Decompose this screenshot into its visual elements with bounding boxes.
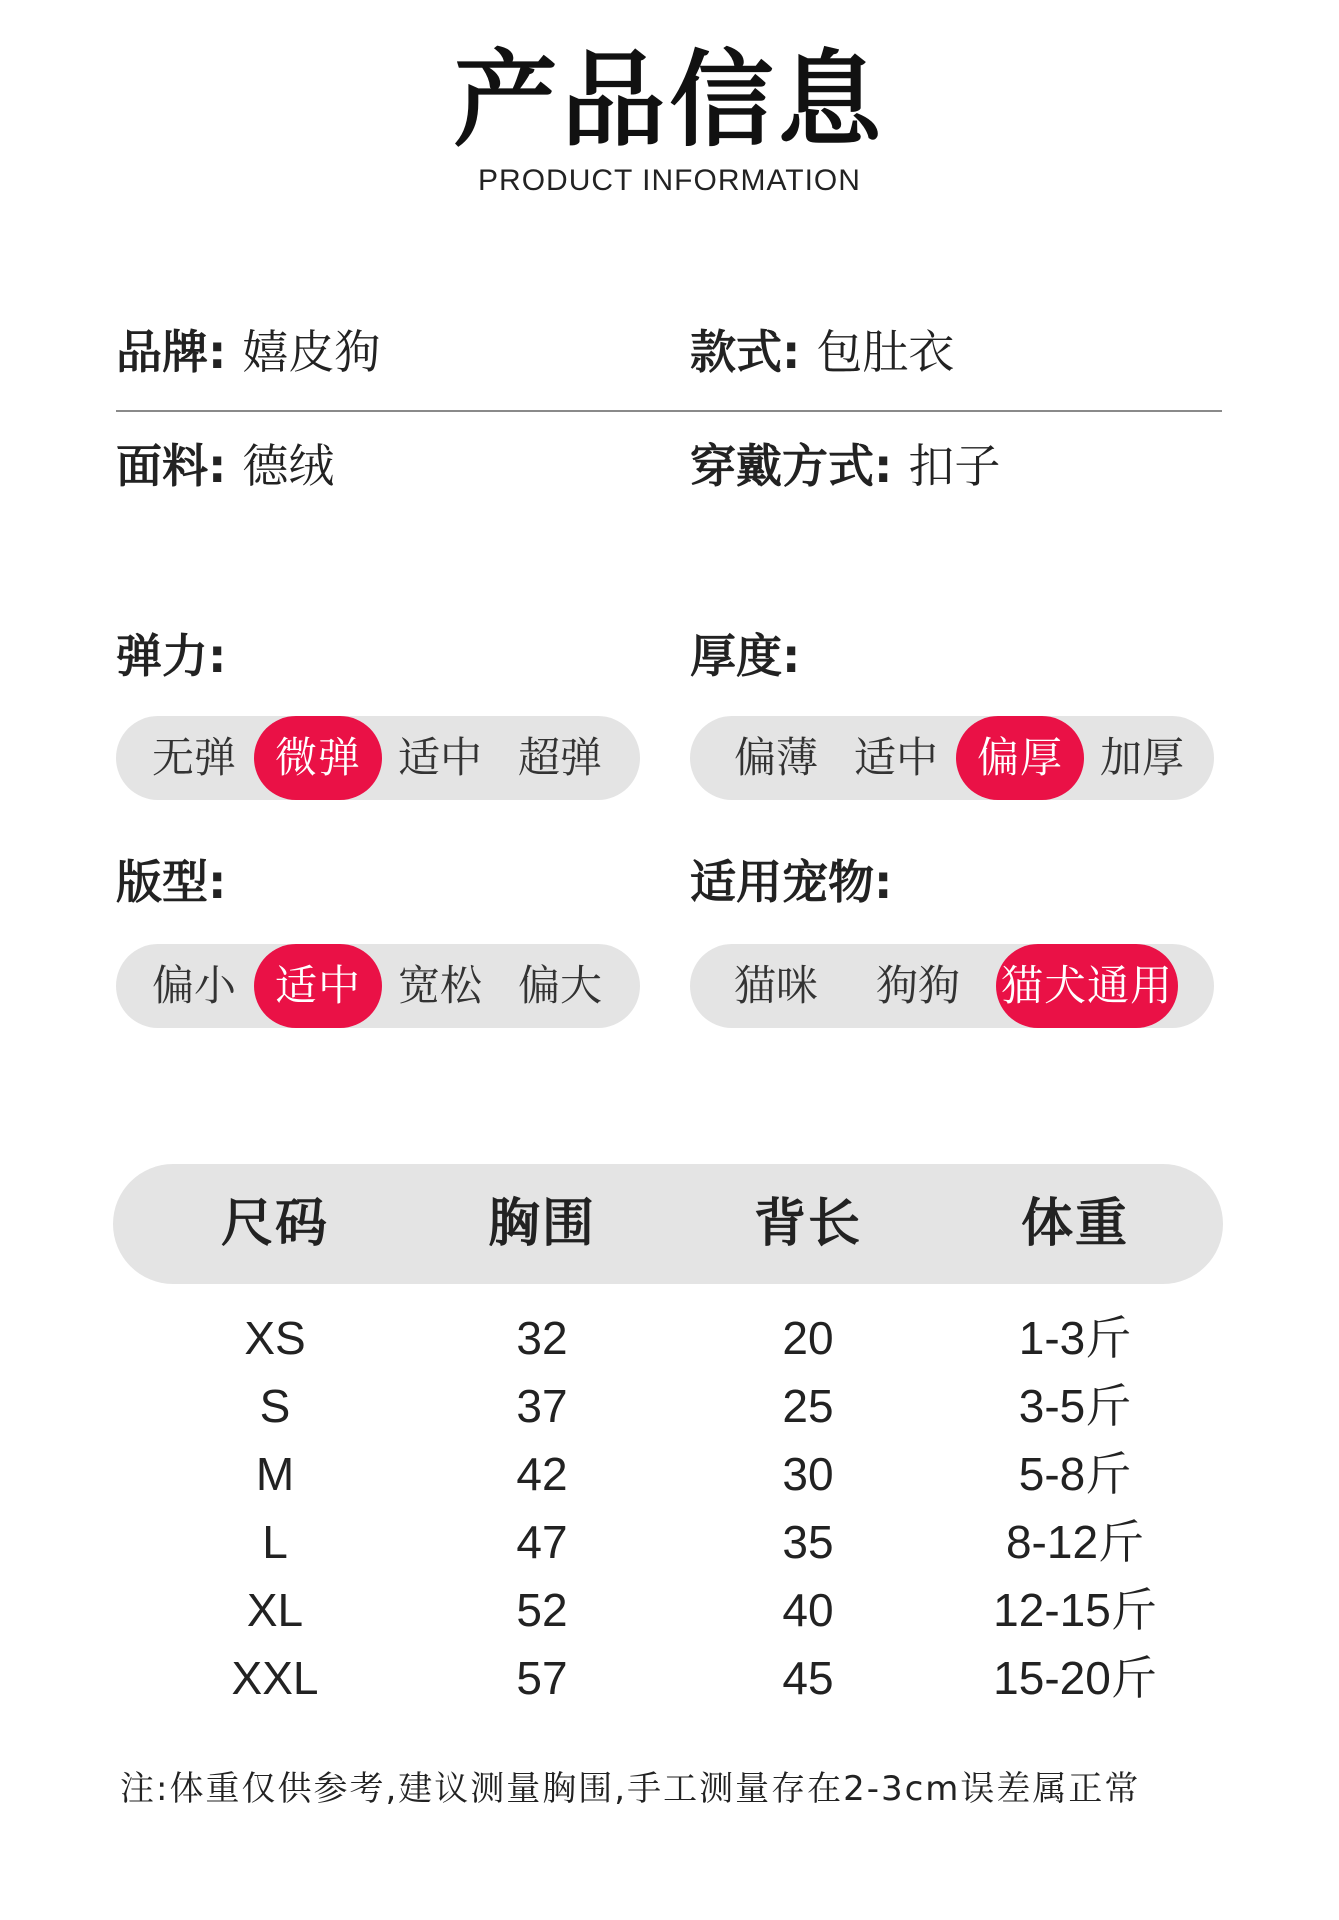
table-row [0,1440,1339,1508]
table-cell: 3-5斤 [1018,1380,1132,1432]
table-cell: 8-12斤 [1005,1516,1145,1568]
elasticity-selector [116,716,640,800]
table-cell: 25 [782,1380,834,1432]
table-cell: 30 [782,1448,834,1500]
info-divider [116,410,1222,412]
table-cell: 40 [782,1584,834,1636]
table-cell: 37 [516,1380,568,1432]
fit-selector [116,944,640,1028]
table-cell: 47 [516,1516,568,1568]
table-cell: 20 [782,1312,834,1364]
table-row [0,1644,1339,1712]
elasticity-option[interactable]: 微弹 [254,716,382,800]
table-cell: 57 [516,1652,568,1704]
table-cell: 15-20斤 [993,1652,1157,1704]
table-cell: 42 [516,1448,568,1500]
fabric-info [116,436,334,496]
table-cell: 12-15斤 [993,1584,1157,1636]
size-table-header [113,1164,1223,1284]
fit-label: 版型: [116,855,227,909]
brand-label: 品牌: [116,325,227,379]
elasticity-label: 弹力: [116,629,227,683]
table-row [0,1576,1339,1644]
fit-option[interactable]: 适中 [254,944,382,1028]
thickness-label: 厚度: [690,629,801,683]
thickness-option[interactable]: 偏薄 [733,733,818,782]
table-cell: 35 [782,1516,834,1568]
pet-option[interactable]: 猫犬通用 [996,944,1178,1028]
table-row [0,1372,1339,1440]
pet-option[interactable]: 猫咪 [733,961,818,1010]
pet-label: 适用宠物: [690,855,893,909]
wear-info [690,436,1000,496]
elasticity-option[interactable]: 超弹 [517,733,602,782]
pet-option[interactable]: 狗狗 [875,961,960,1010]
fabric-value: 德绒 [242,439,335,493]
table-cell: L [262,1516,288,1568]
table-cell: 52 [516,1584,568,1636]
fit-option[interactable]: 偏大 [517,961,602,1010]
fit-option[interactable]: 偏小 [151,961,236,1010]
table-row [0,1508,1339,1576]
thickness-option[interactable]: 偏厚 [956,716,1084,800]
elasticity-option[interactable]: 适中 [397,733,482,782]
style-info [690,322,954,382]
table-cell: 5-8斤 [1018,1448,1132,1500]
wear-label: 穿戴方式: [690,439,893,493]
table-cell: 32 [516,1312,568,1364]
column-header-size: 尺码 [220,1194,329,1254]
table-cell: XL [246,1584,304,1636]
page-subtitle: PRODUCT INFORMATION [478,164,861,197]
table-cell: XXL [231,1652,319,1704]
fabric-label: 面料: [116,439,227,493]
table-cell: M [255,1448,295,1500]
thickness-option[interactable]: 加厚 [1099,733,1184,782]
brand-value: 嬉皮狗 [242,325,381,379]
table-row [0,1304,1339,1372]
fit-option[interactable]: 宽松 [397,961,482,1010]
thickness-selector [690,716,1214,800]
column-header-back-length: 背长 [753,1194,862,1254]
pet-selector [690,944,1214,1028]
style-label: 款式: [690,325,801,379]
thickness-option[interactable]: 适中 [853,733,938,782]
table-cell: 45 [782,1652,834,1704]
table-cell: 1-3斤 [1018,1312,1132,1364]
column-header-weight: 体重 [1020,1194,1129,1254]
table-cell: XS [244,1312,306,1364]
brand-info [116,322,380,382]
wear-value: 扣子 [908,439,1001,493]
column-header-chest: 胸围 [487,1194,596,1254]
table-cell: S [259,1380,291,1432]
style-value: 包肚衣 [816,325,955,379]
elasticity-option[interactable]: 无弹 [151,733,236,782]
page-title: 产品信息 [453,39,886,161]
footnote: 注:体重仅供参考,建议测量胸围,手工测量存在2-3cm误差属正常 [120,1769,1141,1809]
